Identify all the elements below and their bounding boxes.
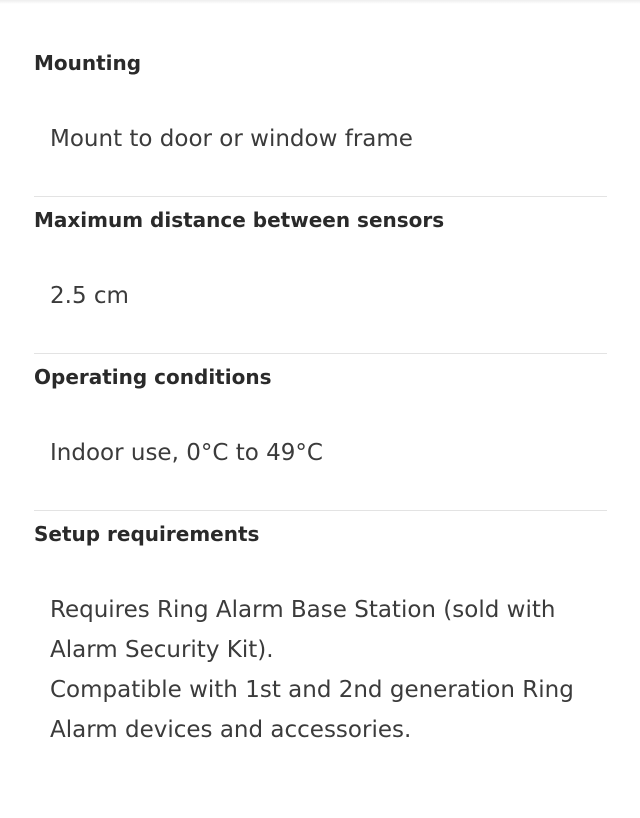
spec-value-line: Mount to door or window frame [50,126,413,152]
specifications-list [34,40,607,743]
top-divider [0,0,640,4]
spec-title-max-distance: Maximum distance between sensors [34,208,445,232]
spec-value-line: 2.5 cm [50,283,129,309]
spec-max-distance [34,197,607,354]
spec-value-line: Alarm devices and accessories. [50,717,412,743]
spec-value-line: Requires Ring Alarm Base Station (sold with [50,597,556,623]
spec-value-setup-requirements [34,547,607,750]
spec-mounting [34,40,607,197]
spec-value-line: Alarm Security Kit). [50,637,274,663]
spec-value-mounting [34,76,607,159]
spec-title-mounting: Mounting [34,51,142,75]
spec-value-line: Indoor use, 0°C to 49°C [50,440,323,466]
spec-operating-conditions [34,354,607,511]
spec-title-setup-requirements: Setup requirements [34,522,260,546]
spec-title-operating-conditions: Operating conditions [34,365,272,389]
spec-value-line: Compatible with 1st and 2nd generation Ring [50,677,574,703]
spec-value-operating-conditions [34,390,607,473]
spec-value-max-distance [34,233,607,316]
spec-setup-requirements [34,511,607,743]
